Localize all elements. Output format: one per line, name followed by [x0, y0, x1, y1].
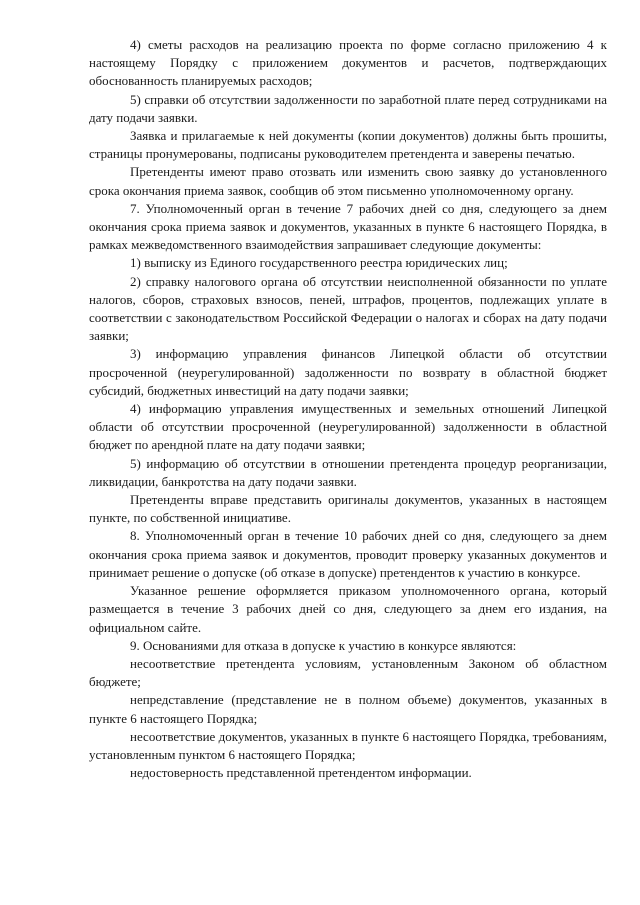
paragraph-reorganization-info: 5) информацию об отсутствии в отношении претендента процедур реорганизации, ликвидации, банкротства на дату подачи заявки. [89, 455, 607, 489]
paragraph-originals-initiative: Претенденты вправе представить оригиналы документов, указанных в настоящем пункте, по собственной инициативе. [89, 492, 607, 526]
paragraph-decision-order: Указанное решение оформляется приказом уполномоченного органа, который размещается в течение 3 рабочих дней со дня, следующего за днем его издания, на официальном сайте. [89, 583, 607, 635]
paragraph-registry-extract: 1) выписку из Единого государственного реестра юридических лиц; [130, 255, 508, 271]
paragraph-tax-certificate: 2) справку налогового органа об отсутствии неисполненной обязанности по уплате налогов, сборов, страховых взносов, пеней, штрафов, процентов, подлежащих уплате в соответствии с законодательством Российской Федерации о налогах и сборах на дату подачи заявки; [89, 273, 607, 344]
paragraph-ground-documents-mismatch: несоответствие документов, указанных в пункте 6 настоящего Порядка, требованиям, установленным пунктом 6 настоящего Порядка; [89, 728, 607, 762]
paragraph-cost-estimate: 4) сметы расходов на реализацию проекта по форме согласно приложению 4 к настоящему Порядку с приложением документов и расчетов, подтверждающих обоснованность планируемых расходов; [89, 37, 607, 89]
paragraph-salary-debt-certificate: 5) справки об отсутствии задолженности по заработной плате перед сотрудниками на дату подачи заявки. [89, 91, 607, 125]
paragraph-item-7: 7. Уполномоченный орган в течение 7 рабочих дней со дня, следующего за днем окончания срока приема заявок и документов, указанных в пункте 6 настоящего Порядка, в рамках межведомственного взаимодействия запрашивает следующие документы: [89, 200, 607, 253]
paragraph-ground-nonsubmission: непредставление (представление не в полном объеме) документов, указанных в пункте 6 настоящего Порядка; [89, 692, 607, 726]
paragraph-withdraw-application: Претенденты имеют право отозвать или изменить свою заявку до установленного срока окончания приема заявок, сообщив об этом письменно уполномоченному органу. [89, 164, 607, 198]
paragraph-property-info: 4) информацию управления имущественных и земельных отношений Липецкой области об отсутствии просроченной (неурегулированной) задолженности в областной бюджет по арендной плате на дату подачи заявки; [89, 401, 607, 453]
paragraph-application-binding: Заявка и прилагаемые к ней документы (копии документов) должны быть прошиты, страницы пронумерованы, подписаны руководителем претендента и заверены печатью. [89, 128, 607, 162]
paragraph-ground-nonconformity: несоответствие претендента условиям, установленным Законом об областном бюджете; [89, 655, 607, 690]
paragraph-item-9: 9. Основаниями для отказа в допуске к участию в конкурсе являются: [130, 637, 517, 653]
paragraph-ground-false-info: недостоверность представленной претендентом информации. [130, 765, 472, 781]
paragraph-item-8: 8. Уполномоченный орган в течение 10 рабочих дней со дня, следующего за днем окончания срока приема заявок и документов, проводит проверку указанных документов и принимает решение о допуске (об отказе в допуске) претендентов к участию в конкурсе. [89, 528, 607, 580]
document-body [89, 36, 607, 782]
paragraph-finance-info: 3) информацию управления финансов Липецкой области об отсутствии просроченной (неурегулированной) задолженности по возврату в областной бюджет субсидий, бюджетных инвестиций на дату подачи заявки; [89, 346, 607, 398]
